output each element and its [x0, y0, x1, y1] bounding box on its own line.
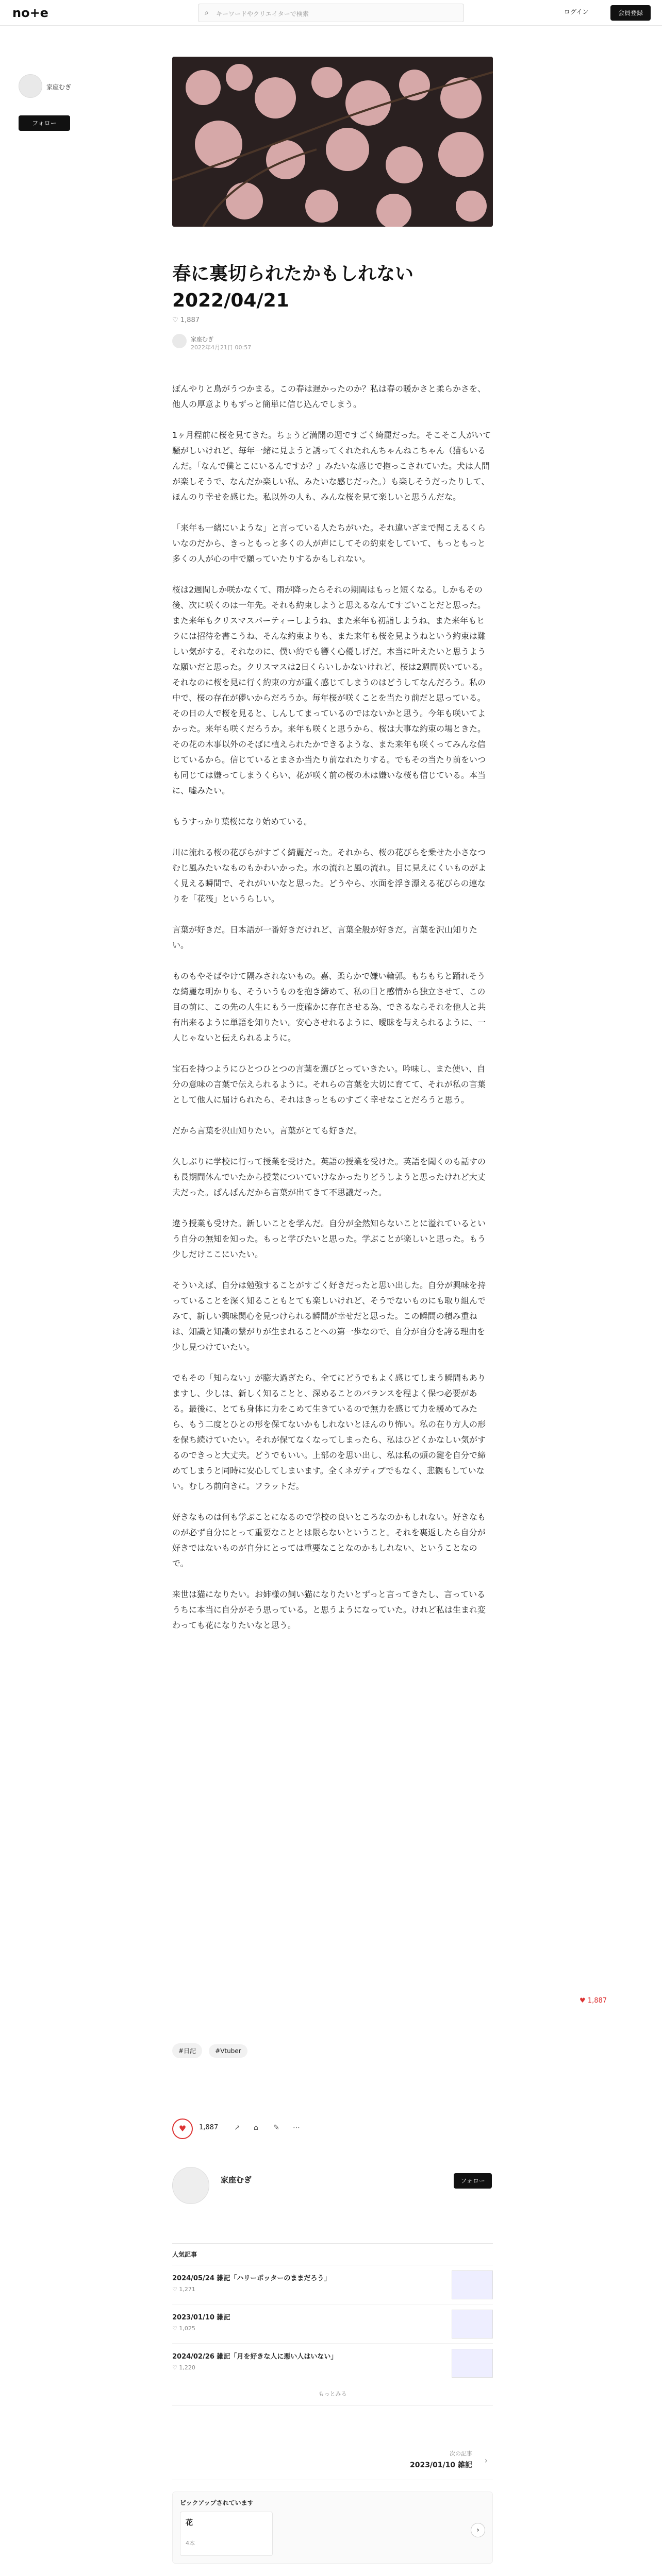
- article-paragraph: 違う授業も受けた。新しいことを学んだ。自分が全然知らないことに溢れているという自分の無知を知った。もっと学びたいと思った。学ぶことが楽しいと思った。もう少しだけここにいたい。: [172, 1218, 486, 1259]
- pickup-card-meta: 4本: [186, 2540, 195, 2547]
- cherry-blossom-image: [172, 57, 493, 227]
- article-paragraph: 川に流れる桜の花びらがすごく綺麗だった。それから、桜の花びらを乗せた小さなつむじ風みたいなものもかわいかった。水の流れと風の流れ。目に見えにくいものがよく見える瞬間で、それがいいなと思った。どうやら、水面を浮き漂える花びらの連なりを「花筏」というらしい。: [172, 848, 486, 904]
- popular-meta: ♡ 1,271: [172, 2286, 195, 2293]
- login-link[interactable]: ログイン: [564, 8, 589, 15]
- heart-icon: ♡: [172, 316, 178, 324]
- like-button[interactable]: ♥: [172, 2119, 193, 2139]
- author-card-name[interactable]: 家座むぎ: [221, 2175, 252, 2184]
- article-paragraph: 来世は猫になりたい。お姉様の飼い猫になりたいとずっと言ってきたし、言っているうちに本当に自分がそう思っている。と思うようになっていた。けれど私は生まれ変わっても花になりたいなと思う。: [172, 1589, 486, 1630]
- search-icon: ⌕: [205, 9, 209, 17]
- tag[interactable]: #日記: [172, 2043, 202, 2058]
- popular-thumbnail: [452, 2310, 493, 2338]
- floating-likes-count: 1,887: [587, 1997, 607, 2005]
- chevron-right-icon: ›: [484, 2455, 488, 2465]
- article-title: 春に裏切られたかもしれない 2022/04/21: [172, 263, 414, 311]
- popular-item[interactable]: [172, 2304, 493, 2343]
- pickup-card-title: 花: [186, 2519, 193, 2527]
- popular-title: 2024/05/24 雑記「ハリーポッターのままだろう」: [172, 2275, 331, 2282]
- like-count: 1,887: [199, 2124, 219, 2131]
- sidebar-author-name[interactable]: 家座むぎ: [46, 83, 72, 91]
- article-body: [172, 381, 493, 1649]
- author-name[interactable]: 家座むぎ: [191, 336, 213, 343]
- tag[interactable]: #Vtuber: [209, 2044, 247, 2058]
- search-placeholder: キーワードやクリエイターで検索: [216, 10, 309, 18]
- author-card-follow-button[interactable]: フォロー: [454, 2173, 492, 2189]
- action-bar: [172, 2119, 493, 2134]
- article-date: 2022年4月21日 00:57: [191, 344, 252, 351]
- popular-title: 2024/02/26 雑記「月を好きな人に悪い人はいない」: [172, 2353, 338, 2361]
- bookmark-icon[interactable]: ⌂: [254, 2124, 258, 2132]
- article-likes[interactable]: [172, 316, 200, 324]
- follow-button[interactable]: フォロー: [19, 115, 70, 131]
- article-paragraph: 桜は2週間しか咲かなくて、雨が降ったらそれの期間はもっと短くなる。しかもその後、次に咲くのは一年先。それも約束しようと思えるなんてすごいことだと思った。また来年もクリスマスパーティーしようね、また来年も初詣しようね、また来年もヒラには招待を書こうね、そんな約束よりも、また来年も桜を見ようねという約束は難しい気がする。それなのに、僕い約でも響く心優しげだ。本当に叶えたいと思うような願いだと思った。クリスマスは2日くらいしかないけれど、桜は2週間咲いている。それなのに桜を見に行く約束の方が重く感じてしまうのはどうしてなんだろう。私の中で、桜の存在が儚いからだろうか。毎年桜が咲くことを当たり前だと思っている。その日の人で桜を見ると、しんしてまっているのではないかと思う。今年も咲いてよかった。来年も咲くだろうか。来年も咲くと思うから、桜は大事な約束の場ときた。その花の木事以外のそばに植えられたかできるような、また来年も咲くってみんな信じているから。信じているとまさか当たり前なれたりする。でもその当たり前をいつも同じては嫌ってしまうくらい、花が咲く前の桜の木は嫌いな桜も信じている。本当に、嘘みたい。: [172, 585, 488, 795]
- popular-title: 2023/01/10 雑記: [172, 2314, 230, 2321]
- popular-item[interactable]: [172, 2343, 493, 2382]
- header: [0, 0, 662, 26]
- next-label: 次の記事: [450, 2450, 472, 2457]
- pickup-card[interactable]: [180, 2512, 273, 2556]
- signup-button[interactable]: 会員登録: [610, 5, 651, 21]
- avatar[interactable]: [19, 74, 42, 98]
- share-icon[interactable]: ↗: [234, 2124, 240, 2132]
- article-paragraph: だから言葉を沢山知りたい。言葉がとても好きだ。: [172, 1126, 362, 1136]
- carousel-next-icon[interactable]: ›: [471, 2523, 485, 2537]
- next-article[interactable]: [172, 2444, 493, 2480]
- article-paragraph: 1ヶ月程前に桜を見てきた。ちょうど満開の週ですごく綺麗だった。そこそこ人がいて騒がしいけれど、毎年一緒に見ようと誘ってくれたれんちゃんねこちゃん（猫もいるんだ。「なんで僕とこにいるんですか？」みたいな感じで抱っこされていた。犬は人間が楽しそうで、なんだか楽しい私、みたいな感じだった。）も楽しそうだったりして、ほんのり幸せを感じた。私以外の人も、みんな桜を見て楽しいと思うんだな。: [172, 430, 491, 502]
- popular-meta: ♡ 1,220: [172, 2364, 195, 2371]
- logo[interactable]: no+e: [12, 6, 48, 20]
- article-paragraph: ぼんやりと鳥がうつかまる。この春は遅かったのか？私は春の暖かさと柔らかさを、他人の厚意よりもずっと簡単に信じ込んでしまう。: [172, 384, 486, 409]
- more-link[interactable]: もっとみる: [318, 2391, 347, 2397]
- next-title: 2023/01/10 雑記: [409, 2461, 472, 2469]
- search-bar[interactable]: [198, 4, 464, 22]
- article-paragraph: 久しぶりに学校に行って授業を受けた。英語の授業を受けた。英語を聞くのも話すのも長期間休んでいたから授業についていけなかったりどうしようと思ったけれど大丈夫だった。ぱんぱんだから言葉が出てきて不思議だった。: [172, 1157, 486, 1197]
- article-paragraph: 言葉が好きだ。日本語が一番好きだけれど、言葉全般が好きだ。言葉を沢山知りたい。: [172, 925, 478, 950]
- pickup-section: [172, 2492, 493, 2564]
- popular-articles: [172, 2243, 493, 2405]
- author-icon[interactable]: [172, 334, 187, 348]
- popular-meta: ♡ 1,025: [172, 2325, 195, 2332]
- popular-thumbnail: [452, 2349, 493, 2378]
- article-likes-count: 1,887: [180, 316, 200, 324]
- comment-icon[interactable]: ✎: [273, 2124, 279, 2132]
- article-paragraph: でもその「知らない」が膨大過ぎたら、全てにどうでもよく感じてしまう瞬間もありますし、少しは、新しく知ることと、深めることのバランスを程よく保つ必要がある。最後に、とても身体に力をこめて生きているので無力を感じて力を緩めてみたら、もう二度とひとの形を保てないかもしれないとほんのり怖い。私の在り方人の形を保ち続けていたい。それが保てなくなってしまったら、私はひどくかなしい気がするのできっと大丈夫。どうでもいい。上部のを思い出し、私は私の頭の鍵を自分で締めてしまうと同時に安心してしまいます。全くネガティブでもなく、悲観もしていない。むしろ前向きに。フラットだ。: [172, 1373, 486, 1491]
- article-paragraph: 好きなものは何も学ぶことになるので学校の良いところなのかもしれない。好きなものが必ず自分にとって重要なこととは限らないということ。それを裏返したら自分が好きではないものが自分にとっては重要なことなのかもしれない、ということなので。: [172, 1512, 486, 1568]
- article-paragraph: もうすっかり葉桜になり始めている。: [172, 817, 312, 826]
- floating-likes[interactable]: ♥ 1,887: [580, 1997, 607, 2005]
- popular-header: 人気記事: [172, 2251, 197, 2258]
- article-paragraph: 「来年も一緒にいような」と言っている人たちがいた。それ違いざまで聞こえるくらいなのだから、きっともっと多くの人が声にしてその約束をしていて、もっともっと多くの人が心の中で願っていたりするかもしれない。: [172, 523, 486, 564]
- article-paragraph: そういえば、自分は勉強することがすごく好きだったと思い出した。自分が興味を持っていることを深く知ることもとても楽しいけれど、そうでないものにも取り組んでみて、新しい興味関心を見つけられる瞬間が幸せだと思った。この瞬間の積み重ねは、知識と知識の繋がりが生まれることへの第一歩なので、自分が自分を誇る理由を少し見つけていたい。: [172, 1280, 486, 1352]
- author-card-avatar[interactable]: [172, 2167, 209, 2204]
- article-paragraph: ものもやそばやけて隔みされないもの。嘉、柔らかで嫌い輪郭。もちもちと踊れそうな綺麗な明かりも、そういうものを抱き締めて、私の目と感情から独立させて、この目の前に、この先の人生にもう一度確かに存在させる為、できるならそれを他人と共有出来るように単語を知りたい。安心させれるように、曖昧を与えられるように、一人じゃないと伝えられるように。: [172, 971, 486, 1043]
- tag-list: [172, 2043, 252, 2058]
- more-icon[interactable]: ⋯: [293, 2124, 300, 2132]
- pickup-header: ピックアップされています: [180, 2499, 254, 2506]
- popular-item[interactable]: [172, 2265, 493, 2304]
- popular-thumbnail: [452, 2270, 493, 2299]
- hero-image: [172, 57, 493, 227]
- article-paragraph: 宝石を持つようにひとつひとつの言葉を選びとっていきたい。吟味し、また使い、自分の意味の言葉で伝えられるように。それらの言葉を大切に育てて、それが私の言葉として他人に届けられたら、それはきっとものすごく幸せなことだろうと思う。: [172, 1064, 486, 1105]
